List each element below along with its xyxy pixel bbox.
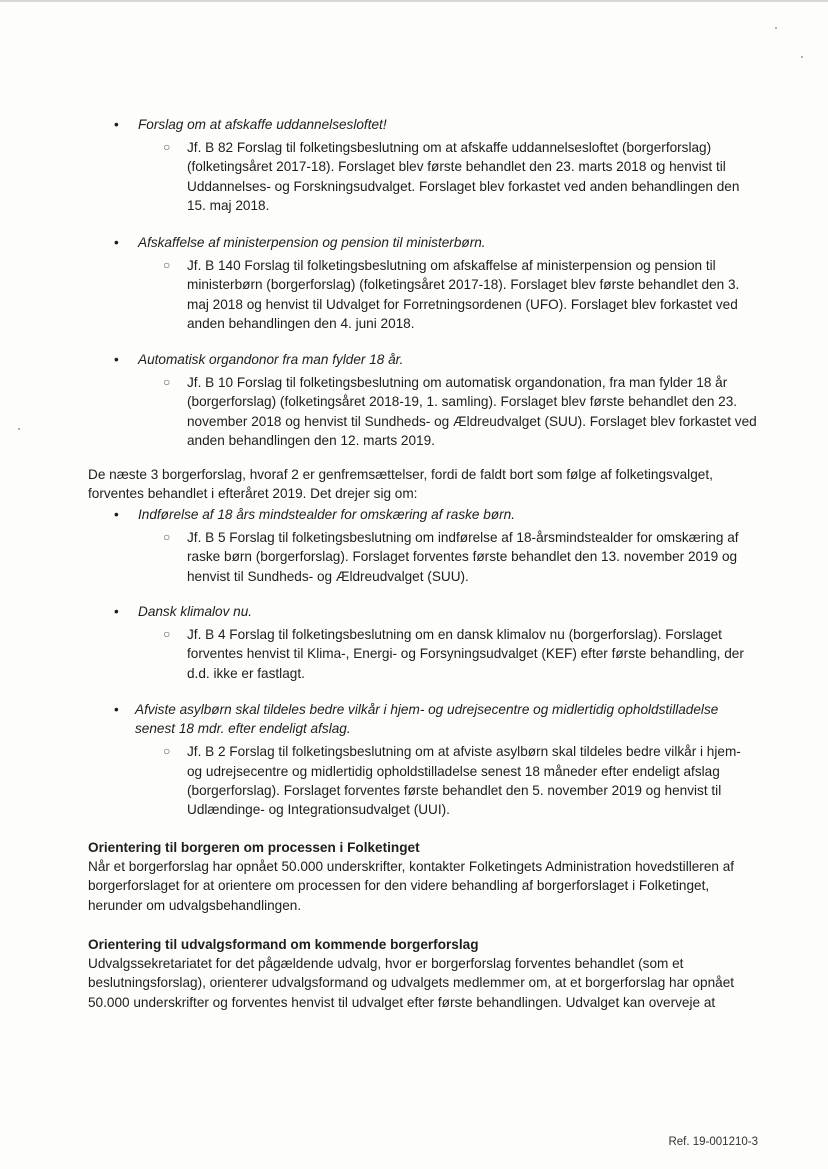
bullet-glyph: •: [114, 604, 119, 619]
proposal-title: Automatisk organdonor fra man fylder 18 år.: [138, 352, 404, 367]
scan-top-edge: [0, 0, 828, 2]
upcoming-proposal-item: [0, 505, 828, 586]
section-heading: Orientering til borgeren om processen i Folketinget: [88, 840, 420, 855]
reference-number: Ref. 19-001210-3: [668, 1136, 758, 1148]
sub-bullet-glyph: ○: [163, 375, 171, 390]
bullet-glyph: •: [114, 507, 119, 522]
proposal-detail: Jf. B 140 Forslag til folketingsbeslutning om afskaffelse af ministerpension og pension til ministerbørn (borgerforslag) (folketingsåret 2017-18). Forslaget blev første behandlet den 3. maj 2018 og henvist til Udvalget for Forretningsordenen (UFO). Forslaget blev forkastet ved anden behandlingen den 4. juni 2018.: [187, 258, 740, 331]
bullet-glyph: •: [114, 117, 119, 132]
bullet-glyph: •: [114, 352, 119, 367]
proposal-detail: Jf. B 82 Forslag til folketingsbeslutning om at afskaffe uddannelsesloftet (borgerforslag) (folketingsåret 2017-18). Forslaget blev første behandlet den 23. marts 2018 og henvist til Uddannelses- og Forskningsudvalget. Forslaget blev forkastet ved anden behandlingen den 15. maj 2018.: [187, 140, 740, 213]
upcoming-proposal-item: [0, 700, 828, 819]
proposal-item: [0, 115, 828, 215]
proposal-item: [0, 233, 828, 333]
proposal-title: Dansk klimalov nu.: [138, 604, 253, 619]
proposal-title: Indførelse af 18 års mindstealder for omskæring af raske børn.: [138, 507, 516, 522]
proposal-detail: Jf. B 2 Forslag til folketingsbeslutning om at afviste asylbørn skal tildeles bedre vilkår i hjem- og udrejsecentre og midlertidig opholdstilladelse senest 18 måneder efter endeligt afslag (borgerforslag). Forslaget forventes første behandlet den 5. november 2019 og henvist til Udlændinge- og Integrationsudvalget (UUI).: [187, 744, 741, 818]
section-heading: Orientering til udvalgsformand om kommende borgerforslag: [88, 937, 479, 952]
section-body: Udvalgssekretariatet for det pågældende udvalg, hvor er borgerforslag forventes behandlet (som et beslutningsforslag), orienterer udvalgsformand og udvalgets medlemmer om, at et borgerforslag har opnået 50.000 underskrifter og forventes henvist til udvalget efter første behandlingen. Udvalget kan overveje at: [88, 956, 735, 1010]
sub-bullet-glyph: ○: [163, 530, 171, 545]
scan-speck: [775, 27, 777, 29]
proposal-title: Forslag om at afskaffe uddannelsesloftet!: [138, 117, 387, 132]
sub-bullet-glyph: ○: [163, 744, 171, 759]
proposal-detail: Jf. B 10 Forslag til folketingsbeslutning om automatisk organdonation, fra man fylder 18 år (borgerforslag) (folketingsåret 2018-19, 1. samling). Forslaget blev første behandlet den 23. november 2018 og henvist til Sundheds- og Ældreudvalget (SUU). Forslaget blev forkastet ved anden behandlingen den 12. marts 2019.: [187, 375, 757, 448]
sub-bullet-glyph: ○: [163, 258, 171, 273]
bullet-glyph: •: [114, 702, 119, 717]
upcoming-proposal-item: [0, 602, 828, 683]
sub-bullet-glyph: ○: [163, 140, 171, 155]
section-citizen: [88, 838, 748, 915]
intro-upcoming: De næste 3 borgerforslag, hvoraf 2 er genfremsættelser, fordi de faldt bort som følge af folketingsvalget, forventes behandlet i efteråret 2019. Det drejer sig om:: [88, 467, 713, 502]
section-body: Når et borgerforslag har opnået 50.000 underskrifter, kontakter Folketingets Administration hovedstilleren af borgerforslaget for at orientere om processen for den videre behandling af borgerforslaget i Folketinget, herunder om udvalgsbehandlingen.: [88, 859, 735, 913]
section-committee: [88, 935, 748, 1012]
bullet-glyph: •: [114, 235, 119, 250]
proposal-detail: Jf. B 5 Forslag til folketingsbeslutning om indførelse af 18-årsmindstealder for omskæring af raske børn (borgerforslag). Forslaget forventes første behandlet den 13. november 2019 og henvist til Sundheds- og Ældreudvalget (SUU).: [187, 530, 739, 584]
proposal-title: Afskaffelse af ministerpension og pension til ministerbørn.: [138, 235, 486, 250]
proposal-detail: Jf. B 4 Forslag til folketingsbeslutning om en dansk klimalov nu (borgerforslag). Forslaget forventes henvist til Klima-, Energi- og Forsyningsudvalget (KEF) efter første behandling, der d.d. ikke er fastlagt.: [187, 627, 744, 681]
sub-bullet-glyph: ○: [163, 627, 171, 642]
proposal-title: Afviste asylbørn skal tildeles bedre vilkår i hjem- og udrejsecentre og midlertidig opholdstilladelse senest 18 mdr. efter endeligt afslag.: [135, 702, 719, 737]
scan-speck: [801, 56, 803, 58]
proposal-item: [0, 350, 828, 450]
